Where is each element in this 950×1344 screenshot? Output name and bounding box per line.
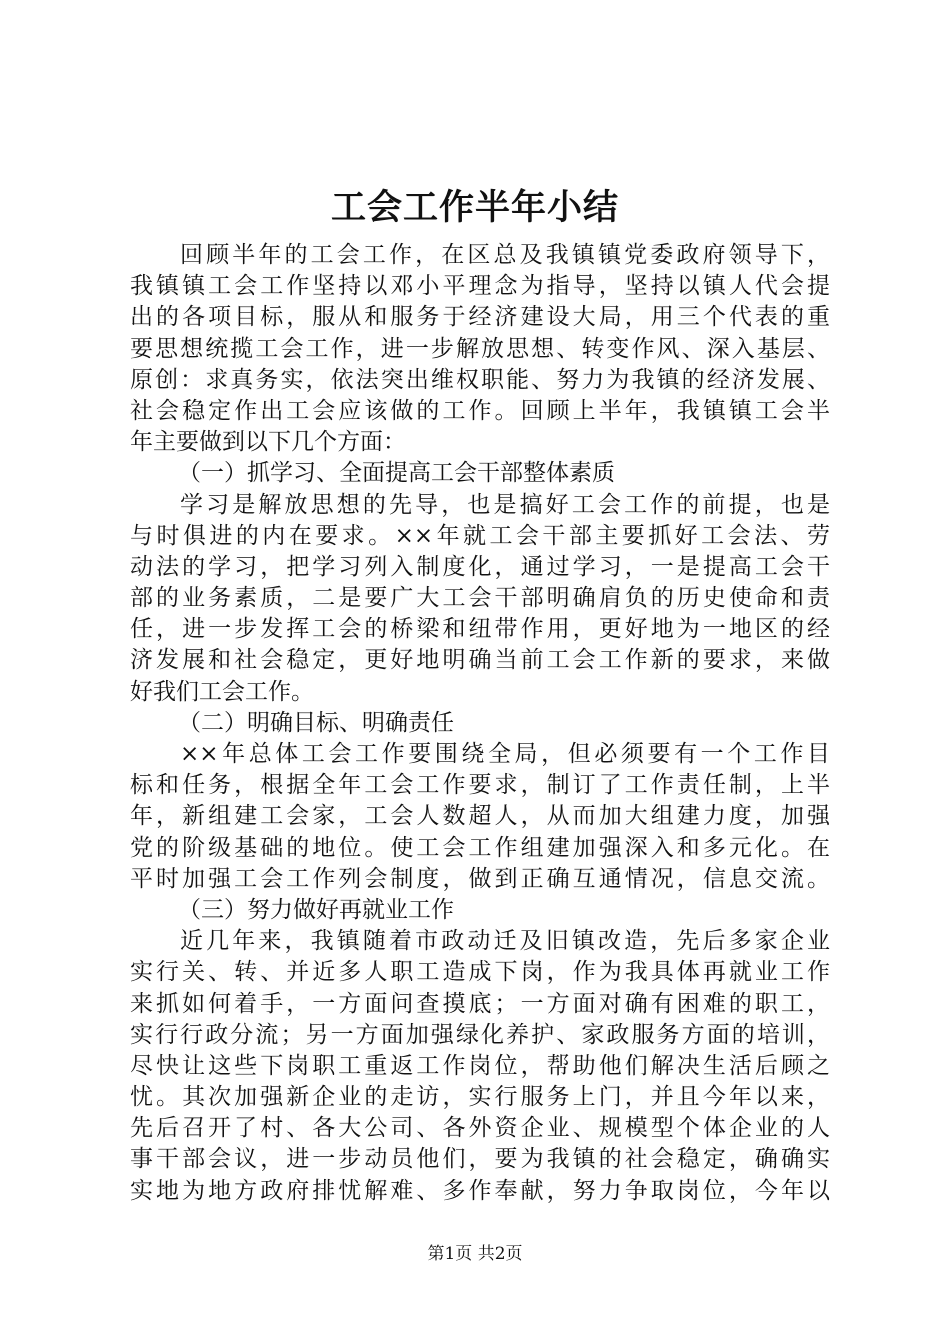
body-text-line: 学习是解放思想的先导，也是搞好工会工作的前提，也是 (180, 491, 830, 518)
body-text-line: 尽快让这些下岗职工重返工作岗位，帮助他们解决生活后顾之 (130, 1052, 830, 1079)
body-text-line: 我镇镇工会工作坚持以邓小平理念为指导，坚持以镇人代会提 (130, 273, 830, 300)
body-text-line: 原创：求真务实，依法突出维权职能、努力为我镇的经济发展、 (130, 366, 830, 393)
body-text-line: ××年总体工会工作要围绕全局，但必须要有一个工作目 (180, 741, 830, 767)
body-text-line: 来抓如何着手，一方面问查摸底；一方面对确有困难的职工， (130, 990, 830, 1017)
body-text-line: 党的阶级基础的地位。使工会工作组建加强深入和多元化。在 (130, 834, 830, 861)
section-heading: （一）抓学习、全面提高工会干部整体素质 (178, 460, 615, 487)
body-text-line: 实地为地方政府排忧解难、多作奉献，努力争取岗位，今年以 (130, 1177, 830, 1204)
body-text-line: 事干部会议，进一步动员他们，要为我镇的社会稳定，确确实 (130, 1146, 830, 1173)
section-heading: （三）努力做好再就业工作 (178, 896, 454, 923)
body-text-line: 年主要做到以下几个方面： (130, 429, 406, 456)
body-text-line: 回顾半年的工会工作，在区总及我镇镇党委政府领导下， (180, 242, 830, 268)
body-text-line: 出的各项目标，服从和服务于经济建设大局，用三个代表的重 (130, 304, 830, 331)
body-text-line: 部的业务素质，二是要广大工会干部明确肩负的历史使命和责 (130, 585, 830, 612)
body-text-line: 动法的学习，把学习列入制度化，通过学习，一是提高工会干 (130, 553, 830, 580)
body-text-line: 近几年来，我镇随着市政动迁及旧镇改造，先后多家企业 (180, 928, 830, 955)
body-text-line: 实行行政分流；另一方面加强绿化养护、家政服务方面的培训， (130, 1021, 830, 1048)
body-text-line: 社会稳定作出工会应该做的工作。回顾上半年，我镇镇工会半 (130, 397, 830, 424)
body-text-line: 要思想统揽工会工作，进一步解放思想、转变作风、深入基层、 (130, 335, 830, 362)
body-text-line: 平时加强工会工作列会制度，做到正确互通情况，信息交流。 (130, 865, 830, 892)
body-text-line: 任，进一步发挥工会的桥梁和纽带作用，更好地为一地区的经 (130, 616, 830, 643)
body-text-line: 标和任务，根据全年工会工作要求，制订了工作责任制，上半 (130, 772, 830, 799)
body-text-line: 忧。其次加强新企业的走访，实行服务上门，并且今年以来， (130, 1084, 830, 1111)
document-body (130, 240, 830, 1207)
section-heading: （二）明确目标、明确责任 (178, 709, 454, 736)
body-text-line: 先后召开了村、各大公司、各外资企业、规模型个体企业的人 (130, 1115, 830, 1142)
body-text-line: 实行关、转、并近多人职工造成下岗，作为我具体再就业工作 (130, 959, 830, 986)
document-title: 工会工作半年小结 (330, 187, 619, 228)
page-footer: 第1页 共2页 (427, 1244, 523, 1264)
body-text-line: 年，新组建工会家，工会人数超人，从而加大组建力度，加强 (130, 803, 830, 830)
body-text-line: 与时俱进的内在要求。××年就工会干部主要抓好工会法、劳 (130, 522, 830, 549)
body-text-line: 济发展和社会稳定，更好地明确当前工会工作新的要求，来做 (130, 647, 830, 674)
body-text-line: 好我们工会工作。 (130, 678, 314, 705)
